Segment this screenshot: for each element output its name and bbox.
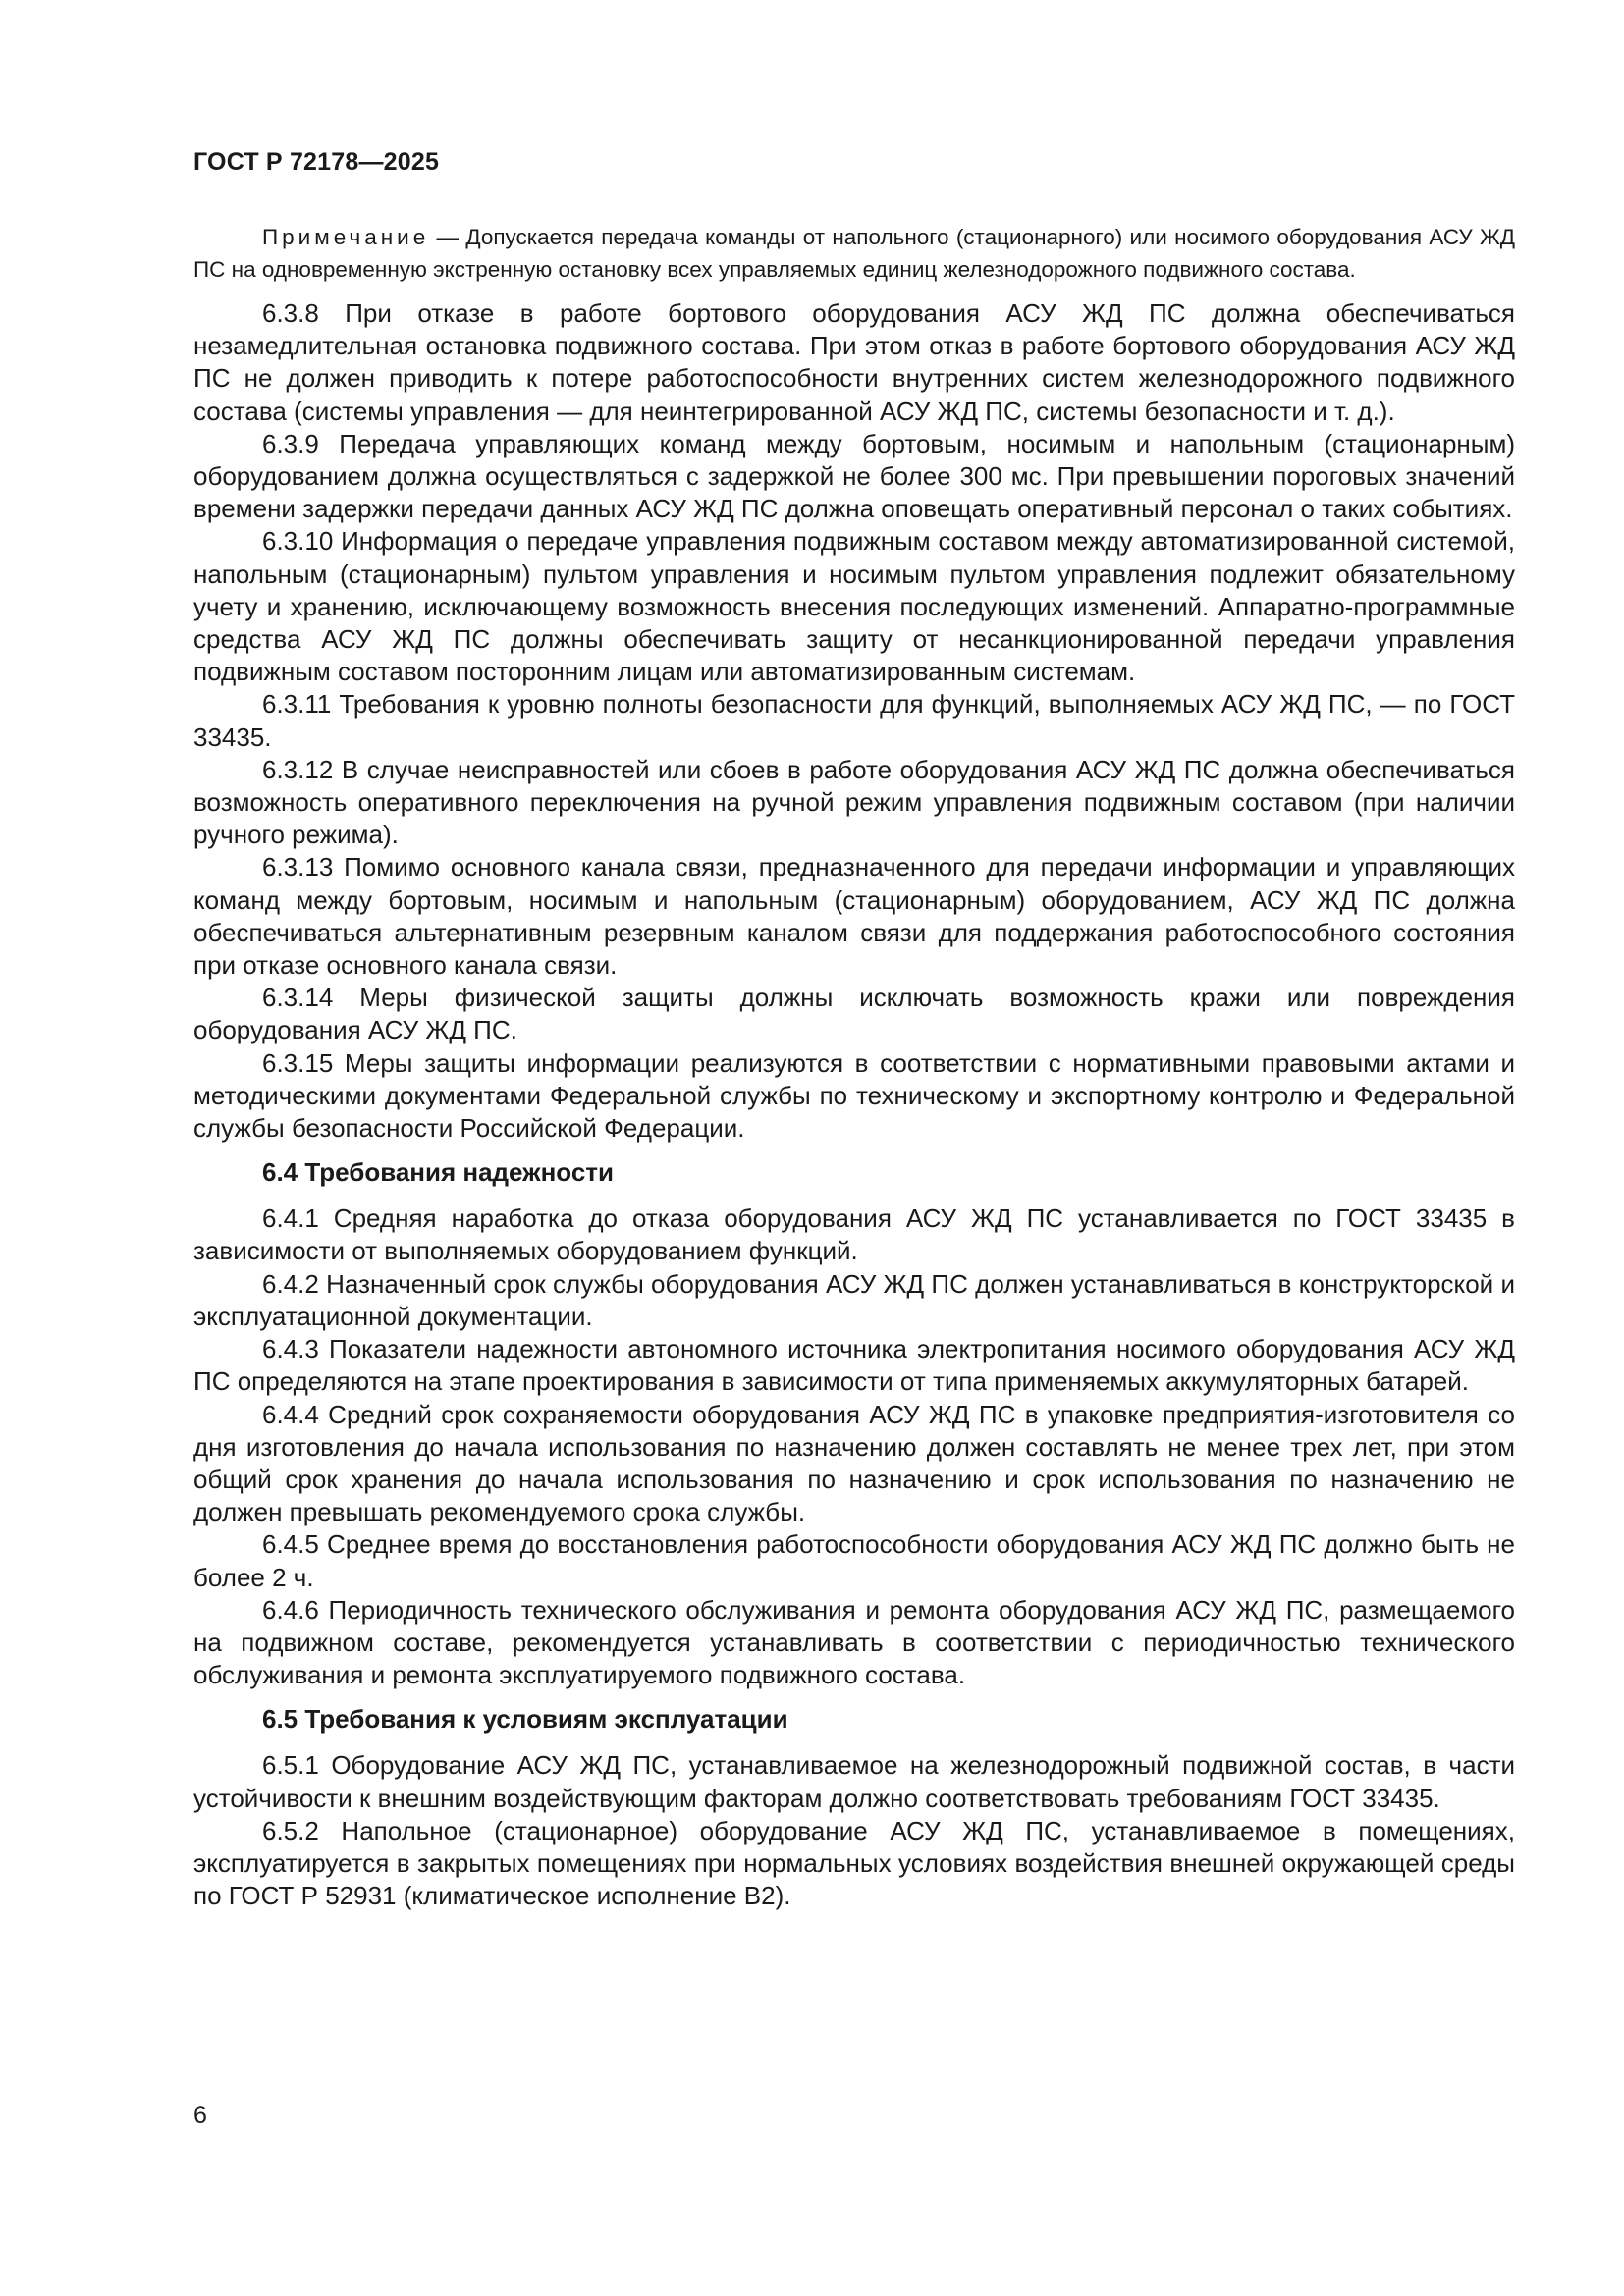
note-text: — Допускается передача команды от напольного (стационарного) или носимого оборудования АСУ ЖД ПС на одновременную экстренную остановку всех управляемых единиц железнодорожного подвижного состава. xyxy=(193,225,1515,282)
paragraph-6-3-12: 6.3.12 В случае неисправностей или сбоев в работе оборудования АСУ ЖД ПС должна обеспечиваться возможность оперативного переключения на ручной режим управления подвижным составом (при наличии ручного режима). xyxy=(193,754,1515,850)
paragraph-6-4-2: 6.4.2 Назначенный срок службы оборудования АСУ ЖД ПС должен устанавливаться в конструкторской и эксплуатационной документации. xyxy=(193,1268,1515,1331)
paragraph-6-4-5: 6.4.5 Среднее время до восстановления работоспособности оборудования АСУ ЖД ПС должно быть не более 2 ч. xyxy=(193,1529,1515,1592)
document-header: ГОСТ Р 72178—2025 xyxy=(193,148,440,176)
section-heading-6-4: 6.4 Требования надежности xyxy=(262,1157,615,1188)
paragraph-6-3-11: 6.3.11 Требования к уровню полноты безопасности для функций, выполняемых АСУ ЖД ПС, — по ГОСТ 33435. xyxy=(193,689,1515,752)
note-lead: Примечание xyxy=(262,225,430,249)
paragraph-6-3-14: 6.3.14 Меры физической защиты должны исключать возможность кражи или повреждения оборудования АСУ ЖД ПС. xyxy=(193,983,1515,1045)
paragraph-6-4-6: 6.4.6 Периодичность технического обслуживания и ремонта оборудования АСУ ЖД ПС, размещаемого на подвижном составе, рекомендуется устанавливать в соответствии с периодичностью технического обслуживания и ремонта эксплуатируемого подвижного состава. xyxy=(193,1594,1515,1690)
page-number: 6 xyxy=(193,2102,207,2129)
paragraph-6-4-1: 6.4.1 Средняя наработка до отказа оборудования АСУ ЖД ПС устанавливается по ГОСТ 33435 в зависимости от выполняемых оборудованием функций. xyxy=(193,1203,1515,1266)
paragraph-6-3-9: 6.3.9 Передача управляющих команд между бортовым, носимым и напольным (стационарным) оборудованием должна осуществляться с задержкой не более 300 мс. При превышении пороговых значений времени задержки передачи данных АСУ ЖД ПС должна оповещать оперативный персонал о таких событиях. xyxy=(193,428,1515,524)
paragraph-6-5-2: 6.5.2 Напольное (стационарное) оборудование АСУ ЖД ПС, устанавливаемое в помещениях, эксплуатируется в закрытых помещениях при нормальных условиях воздействия внешней окружающей среды по ГОСТ Р 52931 (климатическое исполнение В2). xyxy=(193,1815,1515,1911)
section-heading-6-5: 6.5 Требования к условиям эксплуатации xyxy=(262,1704,788,1735)
paragraph-6-3-13: 6.3.13 Помимо основного канала связи, предназначенного для передачи информации и управляющих команд между бортовым, носимым и напольным (стационарным) оборудованием, АСУ ЖД ПС должна обеспечиваться альтернативным резервным каналом связи для поддержания работоспособного состояния при отказе основного канала связи. xyxy=(193,852,1515,981)
paragraph-6-3-8: 6.3.8 При отказе в работе бортового оборудования АСУ ЖД ПС должна обеспечиваться незамедлительная остановка подвижного состава. При этом отказ в работе бортового оборудования АСУ ЖД ПС не должен приводить к потере работоспособности внутренних систем железнодорожного подвижного состава (системы управления — для неинтегрированной АСУ ЖД ПС, системы безопасности и т. д.). xyxy=(193,298,1515,426)
note-paragraph xyxy=(193,221,1515,286)
paragraph-6-3-15: 6.3.15 Меры защиты информации реализуются в соответствии с нормативными правовыми актами и методическими документами Федеральной службы по техническому и экспортному контролю и Федеральной службы безопасности Российской Федерации. xyxy=(193,1047,1515,1144)
paragraph-6-3-10: 6.3.10 Информация о передаче управления подвижным составом между автоматизированной системой, напольным (стационарным) пультом управления и носимым пультом управления подлежит обязательному учету и хранению, исключающему возможность внесения последующих изменений. Аппаратно-программные средства АСУ ЖД ПС должны обеспечивать защиту от несанкционированной передачи управления подвижным составом посторонним лицам или автоматизированным системам. xyxy=(193,526,1515,687)
paragraph-6-4-4: 6.4.4 Средний срок сохраняемости оборудования АСУ ЖД ПС в упаковке предприятия-изготовителя со дня изготовления до начала использования по назначению должен составлять не менее трех лет, при этом общий срок хранения до начала использования по назначению и срок использования по назначению не должен превышать рекомендуемого срока службы. xyxy=(193,1399,1515,1527)
paragraph-6-4-3: 6.4.3 Показатели надежности автономного источника электропитания носимого оборудования АСУ ЖД ПС определяются на этапе проектирования в зависимости от типа применяемых аккумуляторных батарей. xyxy=(193,1334,1515,1397)
paragraph-6-5-1: 6.5.1 Оборудование АСУ ЖД ПС, устанавливаемое на железнодорожный подвижной состав, в части устойчивости к внешним воздействующим факторам должно соответствовать требованиям ГОСТ 33435. xyxy=(193,1750,1515,1813)
document-body xyxy=(193,221,1515,1912)
